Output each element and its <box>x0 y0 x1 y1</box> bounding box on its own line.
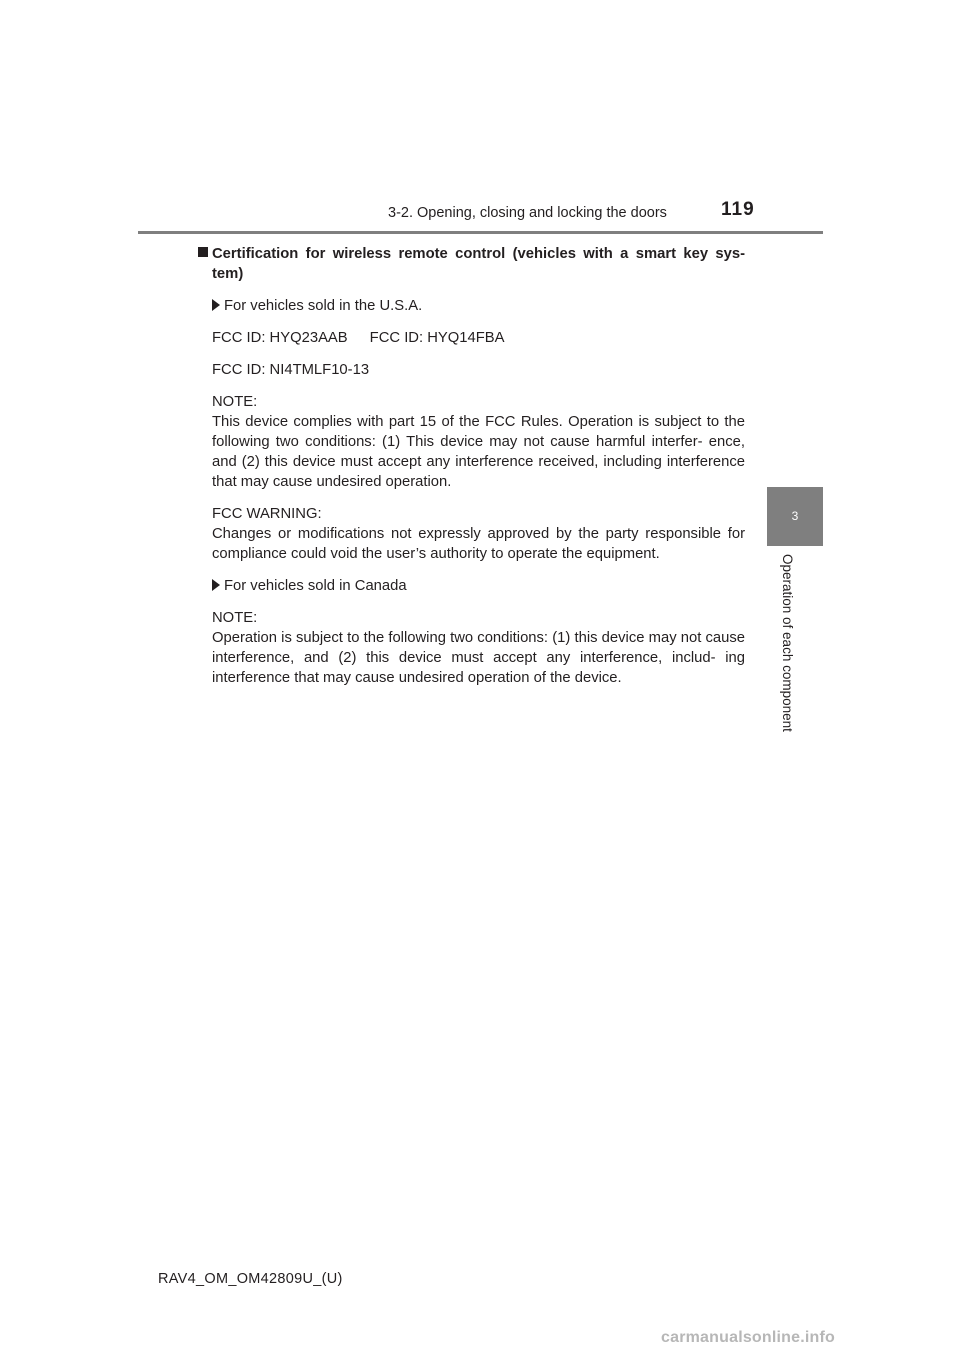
manual-code: RAV4_OM_OM42809U_(U) <box>158 1271 343 1287</box>
canada-label <box>212 576 745 596</box>
note-canada-text: Operation is subject to the following two conditions: (1) this device may not cause interference, and (2) this device must accept any interference, includ- ing interference that may cause undesired operation of the device. <box>212 630 745 686</box>
note-usa-text: This device complies with part 15 of the FCC Rules. Operation is subject to the following two conditions: (1) This device may not cause harmful interfer- ence, and (2) this device must accept any interference received, including interference that may cause undesired operation. <box>212 414 745 490</box>
chapter-tab-number: 3 <box>767 487 823 546</box>
canada-label-text: For vehicles sold in Canada <box>224 578 407 594</box>
usa-label <box>212 296 745 316</box>
fcc-id-1: FCC ID: HYQ23AAB <box>212 330 348 346</box>
fcc-id-2: FCC ID: HYQ14FBA <box>369 330 505 346</box>
section-heading <box>198 244 745 284</box>
fcc-warning-text: Changes or modifications not expressly approved by the party responsible for compliance could void the user’s authority to operate the equipment. <box>212 526 745 562</box>
fcc-id-3: FCC ID: NI4TMLF10-13 <box>212 362 370 378</box>
fcc-warning-label: FCC WARNING: <box>212 506 322 522</box>
arrow-bullet-icon <box>212 579 220 591</box>
page-content <box>212 244 745 700</box>
note-canada-label: NOTE: <box>212 610 258 626</box>
note-usa <box>212 392 745 492</box>
watermark-text: carmanualsonline.info <box>661 1329 836 1346</box>
page-number: 119 <box>721 199 755 220</box>
usa-label-text: For vehicles sold in the U.S.A. <box>224 298 423 314</box>
fcc-ids-row <box>212 328 745 348</box>
note-usa-label: NOTE: <box>212 394 258 410</box>
chapter-tab-label <box>767 546 823 766</box>
fcc-warning <box>212 504 745 564</box>
section-title: 3-2. Opening, closing and locking the doors <box>388 205 667 221</box>
arrow-bullet-icon <box>212 299 220 311</box>
chapter-tab-label-text: Operation of each component <box>780 554 795 732</box>
square-bullet-icon <box>198 247 208 257</box>
note-canada <box>212 608 745 688</box>
header-rule <box>138 231 823 234</box>
section-heading-text: Certification for wireless remote control (vehicles with a smart key sys- tem) <box>212 246 745 282</box>
